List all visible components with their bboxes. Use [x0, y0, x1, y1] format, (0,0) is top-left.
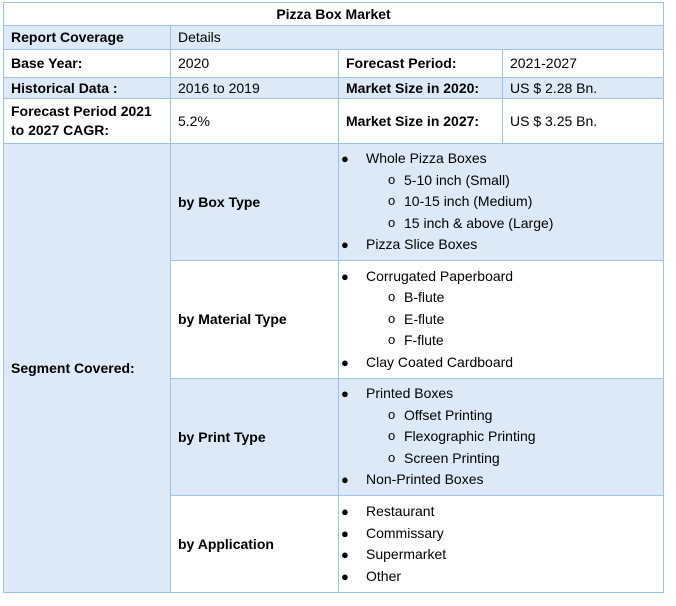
- bullet-icon: ●: [341, 547, 349, 562]
- list-item: ● Pizza Slice Boxes: [341, 234, 656, 256]
- title-row: [4, 3, 664, 26]
- row-value-secondary: US $ 2.28 Bn.: [503, 78, 664, 99]
- sub-list-item: o E-flute: [388, 309, 656, 331]
- segment-name: by Material Type: [171, 261, 339, 379]
- row-label: Base Year:: [4, 50, 171, 78]
- bullet-icon: ●: [341, 568, 349, 584]
- sub-list: [366, 170, 656, 235]
- row-value-secondary: 2021-2027: [503, 50, 664, 78]
- row-value: 5.2%: [171, 99, 339, 144]
- sub-list-item: o 15 inch & above (Large): [388, 213, 656, 235]
- header-row: [4, 26, 664, 50]
- segment-list: [341, 148, 656, 256]
- row-label: Historical Data :: [4, 78, 171, 99]
- circle-bullet-icon: o: [388, 449, 396, 465]
- sub-list-item: o Flexographic Printing: [388, 426, 656, 448]
- list-item: ● Whole Pizza Boxes o 5-10 inch (Small) o 10-15 inch (Medium) o 15 inch & above (Large): [341, 148, 656, 234]
- circle-bullet-icon: o: [388, 193, 396, 209]
- circle-bullet-icon: o: [388, 214, 396, 230]
- sub-list-item: o Screen Printing: [388, 448, 656, 470]
- bullet-icon: ●: [341, 354, 349, 370]
- list-item: ● Restaurant: [341, 501, 656, 523]
- segment-list: [341, 501, 656, 587]
- circle-bullet-icon: o: [388, 406, 396, 422]
- row-label: Forecast Period 2021 to 2027 CAGR:: [4, 99, 171, 144]
- table-row: [4, 78, 664, 99]
- list-item: ● Supermarket: [341, 544, 656, 566]
- circle-bullet-icon: o: [388, 171, 396, 187]
- bullet-icon: ●: [341, 237, 349, 253]
- header-details: Details: [171, 26, 664, 50]
- segment-list: [341, 266, 656, 374]
- bullet-icon: ●: [341, 151, 349, 167]
- list-item: ● Other: [341, 566, 656, 588]
- sub-list: [366, 405, 656, 470]
- segment-list-cell: [339, 261, 664, 379]
- table-row: [4, 50, 664, 78]
- sub-list: [366, 287, 656, 352]
- circle-bullet-icon: o: [388, 332, 396, 348]
- segment-name: by Application: [171, 496, 339, 593]
- bullet-icon: ●: [341, 472, 349, 488]
- bullet-icon: ●: [341, 525, 349, 541]
- bullet-icon: ●: [341, 386, 349, 402]
- sub-list-item: o F-flute: [388, 330, 656, 352]
- table-title: Pizza Box Market: [4, 3, 664, 26]
- table-row: [4, 99, 664, 144]
- bullet-icon: ●: [341, 268, 349, 284]
- circle-bullet-icon: o: [388, 428, 396, 444]
- row-value-secondary: US $ 3.25 Bn.: [503, 99, 664, 144]
- circle-bullet-icon: o: [388, 289, 396, 305]
- sub-list-item: o 10-15 inch (Medium): [388, 191, 656, 213]
- header-report-coverage: Report Coverage: [4, 26, 171, 50]
- list-item: ● Non-Printed Boxes: [341, 469, 656, 491]
- row-label-secondary: Market Size in 2020:: [339, 78, 503, 99]
- circle-bullet-icon: o: [388, 310, 396, 326]
- sub-list-item: o B-flute: [388, 287, 656, 309]
- segment-list-cell: [339, 144, 664, 261]
- row-label-secondary: Market Size in 2027:: [339, 99, 503, 144]
- list-item: ● Clay Coated Cardboard: [341, 352, 656, 374]
- row-value: 2016 to 2019: [171, 78, 339, 99]
- list-item: ● Corrugated Paperboard o B-flute o E-flute o F-flute: [341, 266, 656, 352]
- segment-row: [4, 144, 664, 261]
- list-item: ● Printed Boxes o Offset Printing o Flexographic Printing o Screen Printing: [341, 383, 656, 469]
- sub-list-item: o Offset Printing: [388, 405, 656, 427]
- market-report-table: [3, 2, 664, 593]
- segment-list: [341, 383, 656, 491]
- segment-name: by Print Type: [171, 379, 339, 496]
- sub-list-item: o 5-10 inch (Small): [388, 170, 656, 192]
- segment-list-cell: [339, 496, 664, 593]
- segment-name: by Box Type: [171, 144, 339, 261]
- row-value: 2020: [171, 50, 339, 78]
- segment-covered-label: Segment Covered:: [4, 144, 171, 593]
- row-label-secondary: Forecast Period:: [339, 50, 503, 78]
- list-item: ● Commissary: [341, 523, 656, 545]
- segment-list-cell: [339, 379, 664, 496]
- bullet-icon: ●: [341, 504, 349, 519]
